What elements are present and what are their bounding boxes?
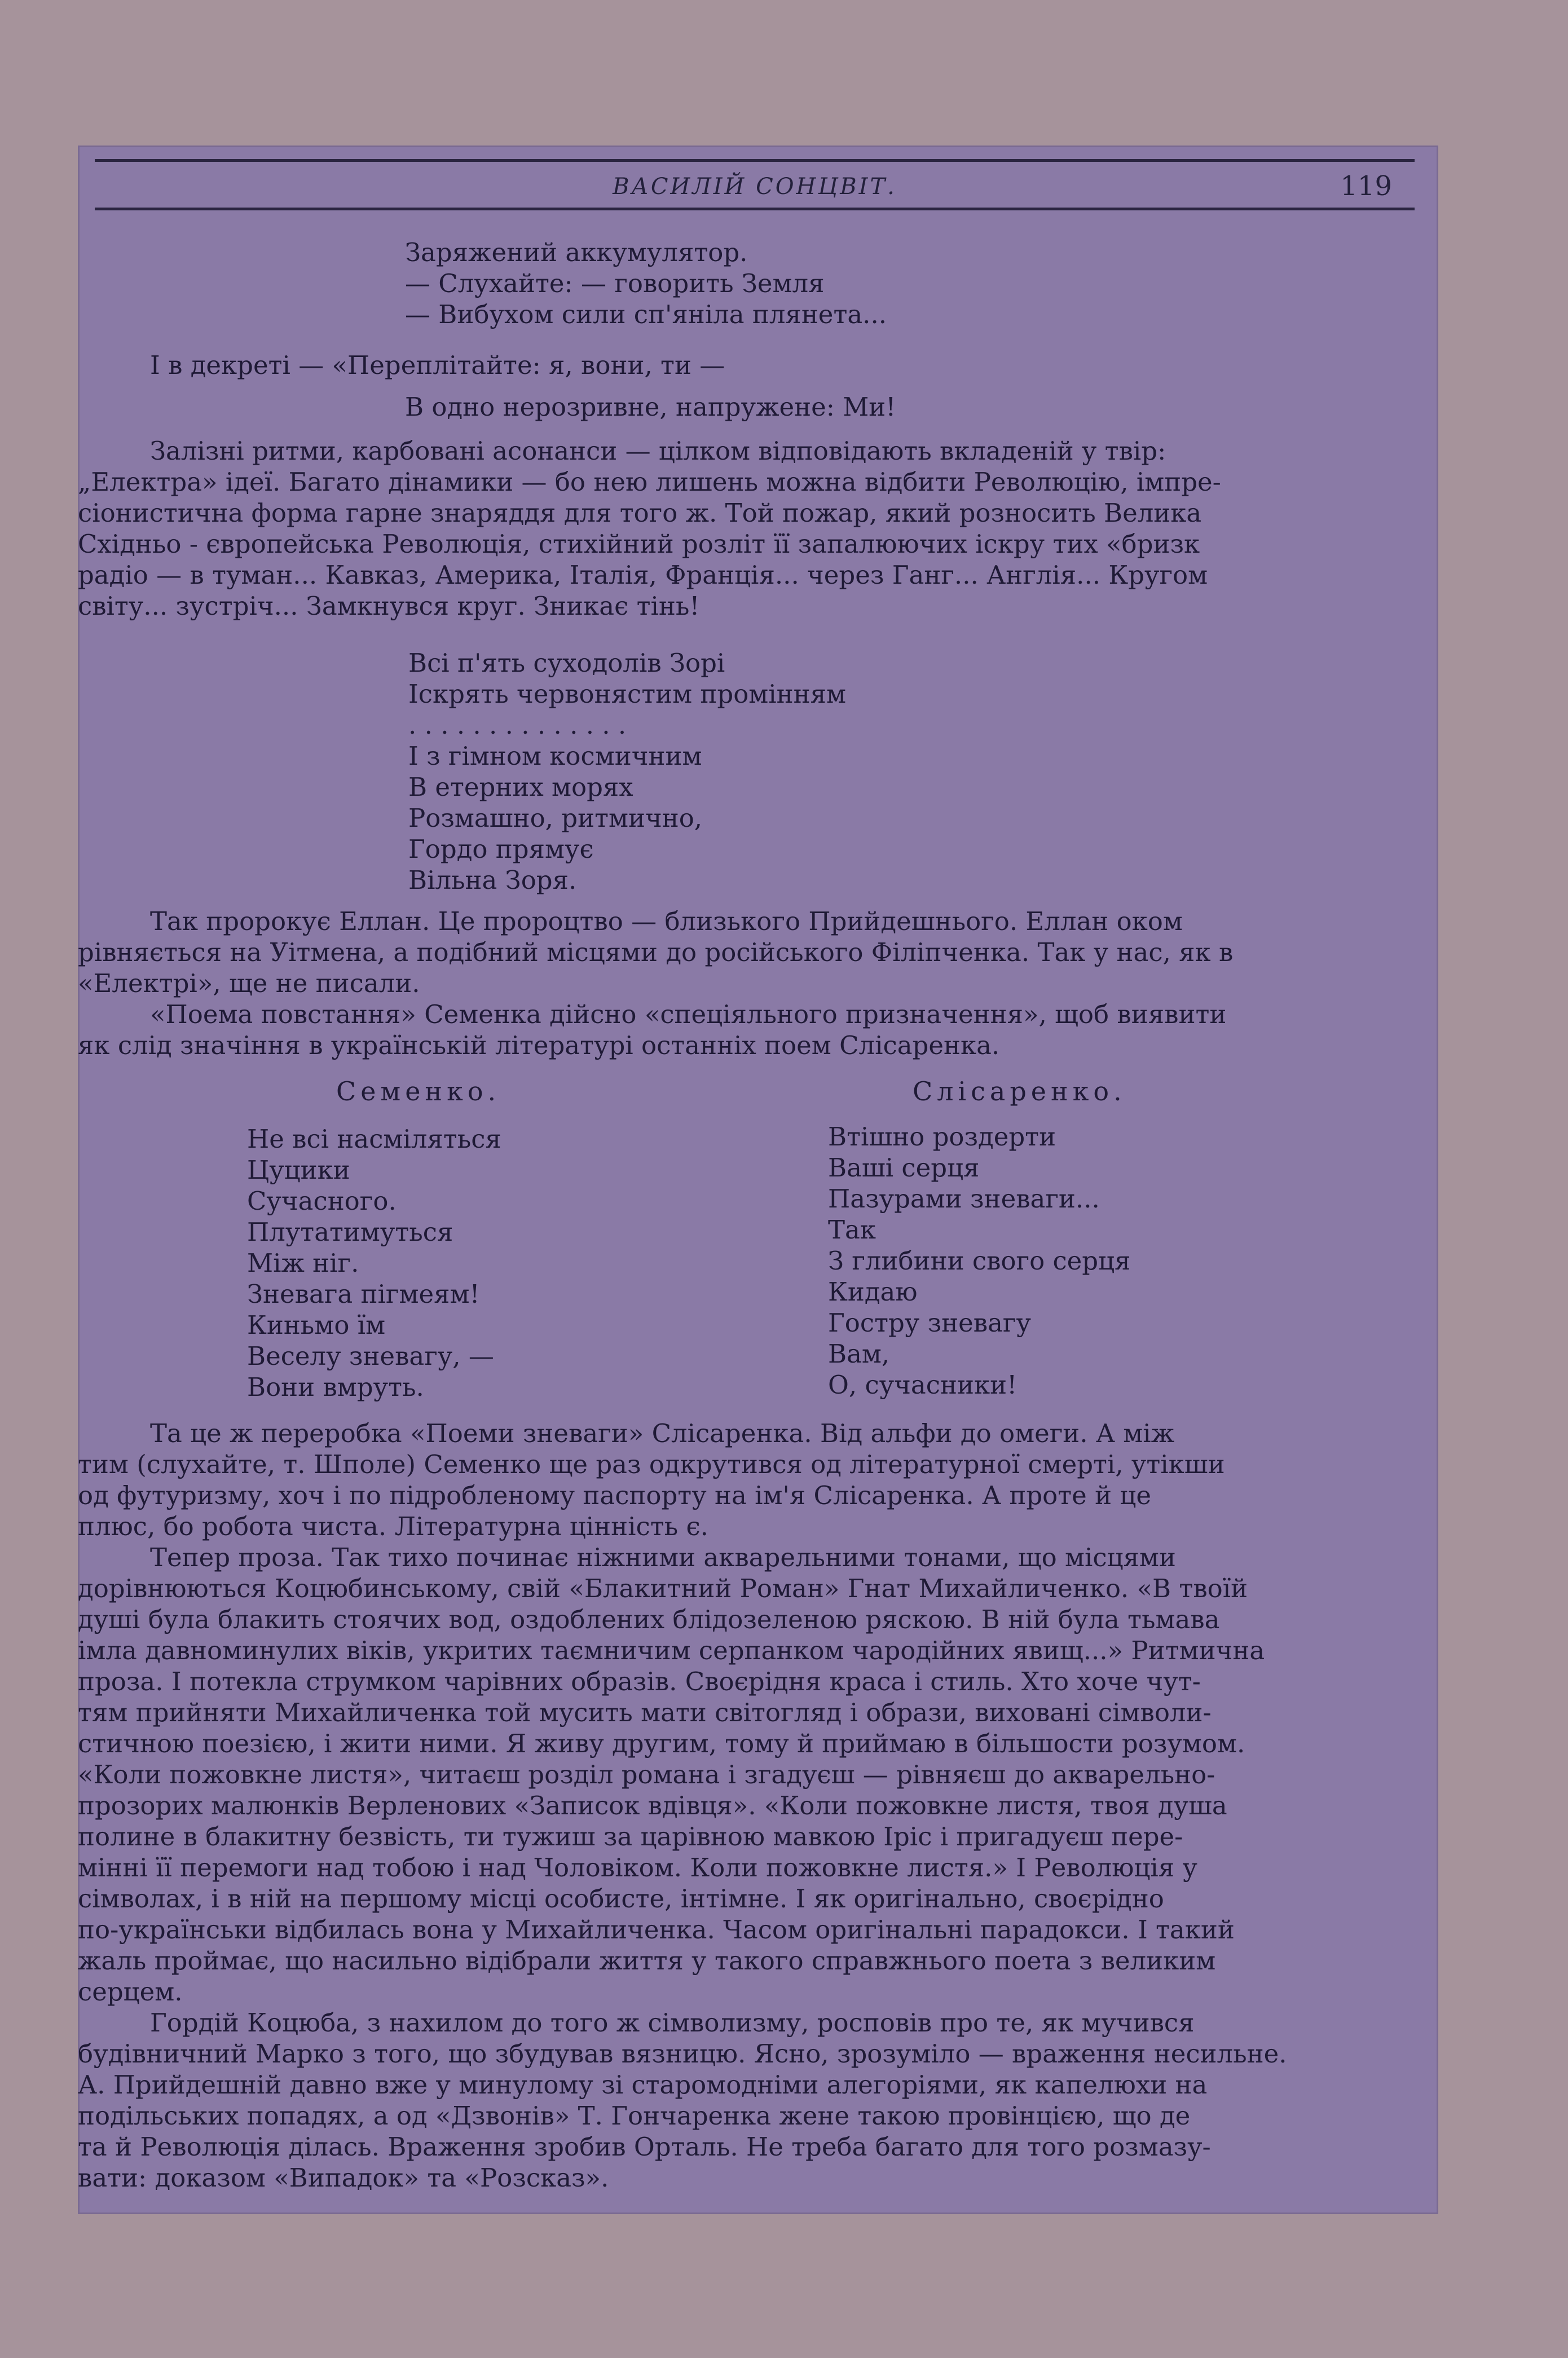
verse-line: Сучасного.: [247, 1186, 397, 1216]
text-line: «Коли пожовкне листя», читаєш розділ романа і згадуєш — рівняєш до акварельно-: [78, 1760, 1215, 1790]
text-line: „Електра» ідеї. Багато дінамики — бо нею лишень можна відбити Революцію, імпре-: [78, 467, 1221, 497]
text-line: радіо — в туман... Кавказ, Америка, Італія, Франція... через Ганг... Англія... Кругом: [78, 560, 1208, 590]
header-rule-top: [95, 159, 1415, 162]
text-line: та й Революція ділась. Враження зробив Орталь. Не треба багато для того розмазу-: [78, 2132, 1211, 2162]
ellipsis-dots: . . . . . . . . . . . . . .: [408, 710, 627, 740]
verse-top: [405, 237, 887, 330]
text-line: плюс, бо робота чиста. Літературна цінність є.: [78, 1511, 708, 1541]
verse-line: Цуцики: [247, 1155, 350, 1185]
text-line: жаль проймає, що насильно відібрали життя у такого справжнього поета з великим: [78, 1946, 1216, 1976]
verse-line: Розмашно, ритмично,: [408, 803, 703, 833]
verse-line: Всі п'ять суходолів Зорі: [408, 648, 725, 678]
text-line: дорівнюються Коцюбинському, свій «Блакитний Роман» Гнат Михайличенко. «В твоїй: [78, 1574, 1248, 1603]
text-line: душі була блакить стоячих вод, оздоблених блідозеленою ряскою. В ній була тьмава: [78, 1605, 1220, 1634]
text-line: «Поема повстання» Семенка дійсно «спеціяльного призначення», щоб виявити: [150, 999, 1227, 1029]
column-left-verse: [247, 1123, 501, 1403]
paragraph-1: [78, 435, 1420, 622]
verse-line: Гордо прямує: [408, 834, 594, 864]
text-line: Залізні ритми, карбовані асонанси — цілком відповідають вкладеній у твір:: [150, 436, 1166, 466]
verse-line: Веселу зневагу, —: [247, 1341, 494, 1371]
text-line: будівничний Марко з того, що збудував вязницю. Ясно, зрозуміло — враження несильне.: [78, 2039, 1287, 2069]
verse-line: Втішно роздерти: [828, 1122, 1056, 1152]
text-line: А. Прийдешній давно вже у минулому зі старомодніми алегоріями, як капелюхи на: [78, 2070, 1208, 2100]
paragraph-5: [78, 1542, 1420, 2007]
verse-line: В етерних морях: [408, 772, 633, 802]
text-line: тим (слухайте, т. Шполе) Семенко ще раз одкрутився од літературної смерті, утікши: [78, 1449, 1225, 1479]
text-line: тям прийняти Михайличенка той мусить мати світогляд і образи, виховані сімволи-: [78, 1698, 1212, 1727]
verse-line: Кидаю: [828, 1277, 918, 1307]
verse-line: Плутатимуться: [247, 1217, 453, 1247]
text-line: Східньо - європейська Революція, стихійний розліт її запалюючих іскру тих «бризк: [78, 529, 1200, 559]
verse-line: — Слухайте: — говорить Земля: [405, 268, 825, 298]
verse-line: Так: [828, 1215, 876, 1245]
verse-line: Іскрять червонястим промінням: [408, 679, 847, 709]
page-header: [95, 158, 1415, 202]
verse-line: О, сучасники!: [828, 1370, 1018, 1400]
text-line: імла давноминулих віків, укритих таємничим серпанком чародійних явищ...» Ритмична: [78, 1636, 1265, 1665]
text-line: полине в блакитну безвість, ти тужиш за царівною мавкою Іріс і пригадуєш пере-: [78, 1822, 1183, 1852]
decree-line: І в декреті — «Переплітайте: я, вони, ти —: [150, 350, 725, 380]
paragraph-4: [78, 1418, 1420, 1542]
text-line: прозорих малюнків Верленових «Записок вдівця». «Коли пожовкне листя, твоя душа: [78, 1791, 1227, 1821]
text-line: вати: доказом «Випадок» та «Розсказ».: [78, 2163, 609, 2193]
verse-line: І з гімном космичним: [408, 741, 702, 771]
text-line: проза. І потекла струмком чарівних образів. Своєрідня краса і стиль. Хто хоче чут-: [78, 1667, 1201, 1696]
text-line: подільських попадях, а од «Дзвонів» Т. Гончаренка жене такою провінцією, що де: [78, 2101, 1191, 2131]
column-right-verse: [828, 1121, 1130, 1400]
text-line: рівняється на Уітмена, а подібний місцями до російського Філіпченка. Так у нас, як в: [78, 937, 1234, 967]
column-heading-slisarenko: Слісаренко.: [913, 1076, 1126, 1107]
verse-line: — Вибухом сили сп'яніла плянета...: [405, 299, 887, 329]
verse-line: Вони вмруть.: [247, 1372, 424, 1402]
verse-line: Вам,: [828, 1339, 890, 1369]
verse-line: Вільна Зоря.: [408, 865, 577, 895]
text-line: світу... зустріч... Замкнувся круг. Зникає тінь!: [78, 591, 700, 621]
text-line: Так пророкує Еллан. Це пророцтво — близького Прийдешнього. Еллан оком: [150, 906, 1183, 936]
text-line: Тепер проза. Так тихо починає ніжними акварельними тонами, що місцями: [150, 1542, 1176, 1572]
verse-line: Ваші серця: [828, 1153, 980, 1183]
text-line: як слід значіння в українській літературі останніх поем Слісаренка.: [78, 1030, 1000, 1060]
verse-line: Киньмо їм: [247, 1310, 386, 1340]
paragraph-6: [78, 2007, 1420, 2193]
verse-line: Між ніг.: [247, 1248, 359, 1278]
text-line: стичною поезією, і жити ними. Я живу другим, тому й приймаю в більшости розумом.: [78, 1729, 1245, 1758]
verse-line: Пазурами зневаги...: [828, 1184, 1100, 1214]
text-line: сіонистична форма гарне знаряддя для того ж. Той пожар, який розносить Велика: [78, 498, 1202, 528]
text-line: сімволах, і в ній на першому місці особисте, інтімне. І як оригінально, своєрідно: [78, 1884, 1164, 1914]
paragraph-2: [78, 906, 1420, 999]
verse-line: Заряжений аккумулятор.: [405, 237, 748, 267]
verse-line: Зневага пігмеям!: [247, 1279, 480, 1309]
running-title: ВАСИЛІЙ СОНЦВІТ.: [613, 174, 897, 200]
column-heading-semenko: Семенко.: [336, 1076, 501, 1107]
text-line: «Електрі», ще не писали.: [78, 968, 420, 998]
text-line: Та це ж переробка «Поеми зневаги» Слісаренка. Від альфи до омеги. А між: [150, 1418, 1175, 1448]
text-line: мінні її перемоги над тобою і над Чоловіком. Коли пожовкне листя.» І Революція у: [78, 1853, 1197, 1883]
paragraph-3: [78, 999, 1420, 1061]
book-page: [78, 146, 1438, 2214]
verse-line: Гостру зневагу: [828, 1308, 1031, 1338]
verse-middle: [408, 647, 846, 896]
text-line: Гордій Коцюба, з нахилом до того ж сімволизму, росповів про те, як мучився: [150, 2008, 1195, 2038]
verse-line: З глибини свого серця: [828, 1246, 1131, 1276]
verse-line: Не всі насміляться: [247, 1124, 501, 1154]
page-number: 119: [1340, 170, 1392, 202]
text-line: серцем.: [78, 1977, 183, 2007]
text-line: по-українськи відбилась вона у Михайличенка. Часом оригінальні парадокси. І такий: [78, 1915, 1235, 1945]
text-line: од футуризму, хоч і по підробленому паспорту на ім'я Слісаренка. А проте й це: [78, 1480, 1151, 1510]
decree-continuation: В одно нерозривне, напружене: Ми!: [405, 392, 896, 422]
header-rule-bottom: [95, 208, 1415, 210]
